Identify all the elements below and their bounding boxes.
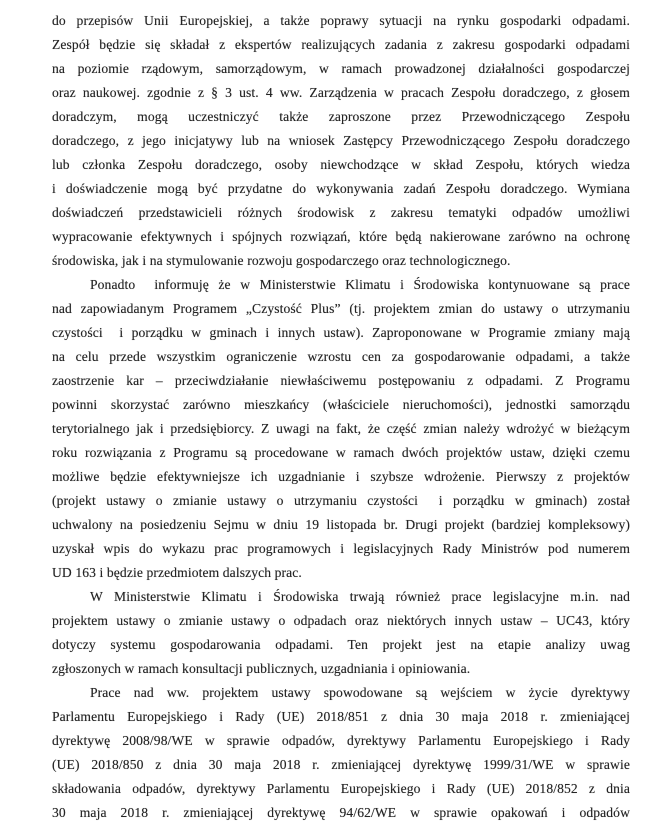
text-line: dotyczy systemu gospodarowania odpadami. Ten projekt jest na etapie analizy uwag <box>52 637 630 652</box>
text-line: Prace nad ww. projektem ustawy spowodowane są wejściem w życie dyrektywy <box>90 685 630 700</box>
text-line: możliwe będzie efektywniejsze ich uzgadnianie i szybsze wdrożenie. Pierwszy z projektów <box>52 469 630 484</box>
text-line: wypracowanie efektywnych i spójnych rozwiązań, które będą nakierowane zarówno na ochronę <box>52 229 630 244</box>
text-line: lub członka Zespołu doradczego, osoby niewchodzące w skład Zespołu, których wiedza <box>52 157 630 172</box>
text-line: W Ministerstwie Klimatu i Środowiska trwają również prace legislacyjne m.in. nad <box>90 589 630 604</box>
text-line: doradczego, z jego inicjatywy lub na wniosek Zastępcy Przewodniczącego Zespołu doradczego <box>52 133 630 148</box>
text-line: uzyskał wpis do wykazu prac programowych i legislacyjnych Rady Ministrów pod numerem <box>52 541 630 556</box>
text-line: dyrektywę 2008/98/WE w sprawie odpadów, dyrektywy Parlamentu Europejskiego i Rady <box>52 733 630 748</box>
text-line: środowiska, jak i na stymulowanie rozwoju gospodarczego oraz technologicznego. <box>52 253 511 268</box>
text-line: Ponadto informuję że w Ministerstwie Klimatu i Środowiska kontynuowane są prace <box>90 277 630 292</box>
text-line: Zespół będzie się składał z ekspertów realizujących zadania z zakresu gospodarki odpadami <box>52 37 630 52</box>
text-line: powinni skorzystać zarówno mieszkańcy (właściciele nieruchomości), jednostki samorządu <box>52 397 630 412</box>
text-line: na poziomie rządowym, samorządowym, w ramach prowadzonej działalności gospodarczej <box>52 61 630 76</box>
text-line: składowania odpadów, dyrektywy Parlamentu Europejskiego i Rady (UE) 2018/852 z dnia <box>52 781 630 796</box>
text-line: (UE) 2018/850 z dnia 30 maja 2018 r. zmieniającej dyrektywę 1999/31/WE w sprawie <box>52 757 630 772</box>
text-line: UD 163 i będzie przedmiotem dalszych prac. <box>52 565 302 580</box>
text-line: doradczym, mogą uczestniczyć także zaproszone przez Przewodniczącego Zespołu <box>52 109 630 124</box>
text-line: projektem ustawy o zmianie ustawy o odpadach oraz niektórych innych ustaw – UC43, który <box>52 613 630 628</box>
text-line: terytorialnego jak i przedsiębiorcy. Z uwagi na fakt, że część zmian należy wdrożyć w bieżącym <box>52 421 630 436</box>
text-line: doświadczeń przedstawicieli różnych środowisk z zakresu tematyki odpadów umożliwi <box>52 205 630 220</box>
text-line: zaostrzenie kar – przeciwdziałanie niewłaściwemu postępowaniu z odpadami. Z Programu <box>52 373 630 388</box>
text-line: nad zapowiadanym Programem „Czystość Plus” (tj. projektem zmian do ustawy o utrzymaniu <box>52 301 630 316</box>
text-line: na celu przede wszystkim ograniczenie wzrostu cen za gospodarowanie odpadami, a także <box>52 349 630 364</box>
text-line: do przepisów Unii Europejskiej, a także poprawy sytuacji na rynku gospodarki odpadami. <box>52 13 630 28</box>
text-line: uchwalony na posiedzeniu Sejmu w dniu 19 listopada br. Drugi projekt (bardziej kompleksowy) <box>52 517 630 532</box>
text-line: czystości i porządku w gminach i innych ustaw). Zaproponowane w Programie zmiany mają <box>52 325 630 340</box>
text-line: (projekt ustawy o zmianie ustawy o utrzymaniu czystości i porządku w gminach) został <box>52 493 630 508</box>
text-line: 30 maja 2018 r. zmieniającej dyrektywę 94/62/WE w sprawie opakowań i odpadów <box>52 805 630 820</box>
document-text <box>52 9 630 825</box>
text-line: zgłoszonych w ramach konsultacji publicznych, uzgadniania i opiniowania. <box>52 661 471 676</box>
text-line: i doświadczenie mogą być przydatne do wykonywania zadań Zespołu doradczego. Wymiana <box>52 181 630 196</box>
text-line: oraz naukowej. zgodnie z § 3 ust. 4 ww. Zarządzenia w pracach Zespołu doradczego, z głosem <box>52 85 630 100</box>
text-line: roku rozwiązania z Programu są procedowane w ramach dwóch projektów ustaw, dzięki czemu <box>52 445 630 460</box>
text-line: Parlamentu Europejskiego i Rady (UE) 2018/851 z dnia 30 maja 2018 r. zmieniającej <box>52 709 630 724</box>
